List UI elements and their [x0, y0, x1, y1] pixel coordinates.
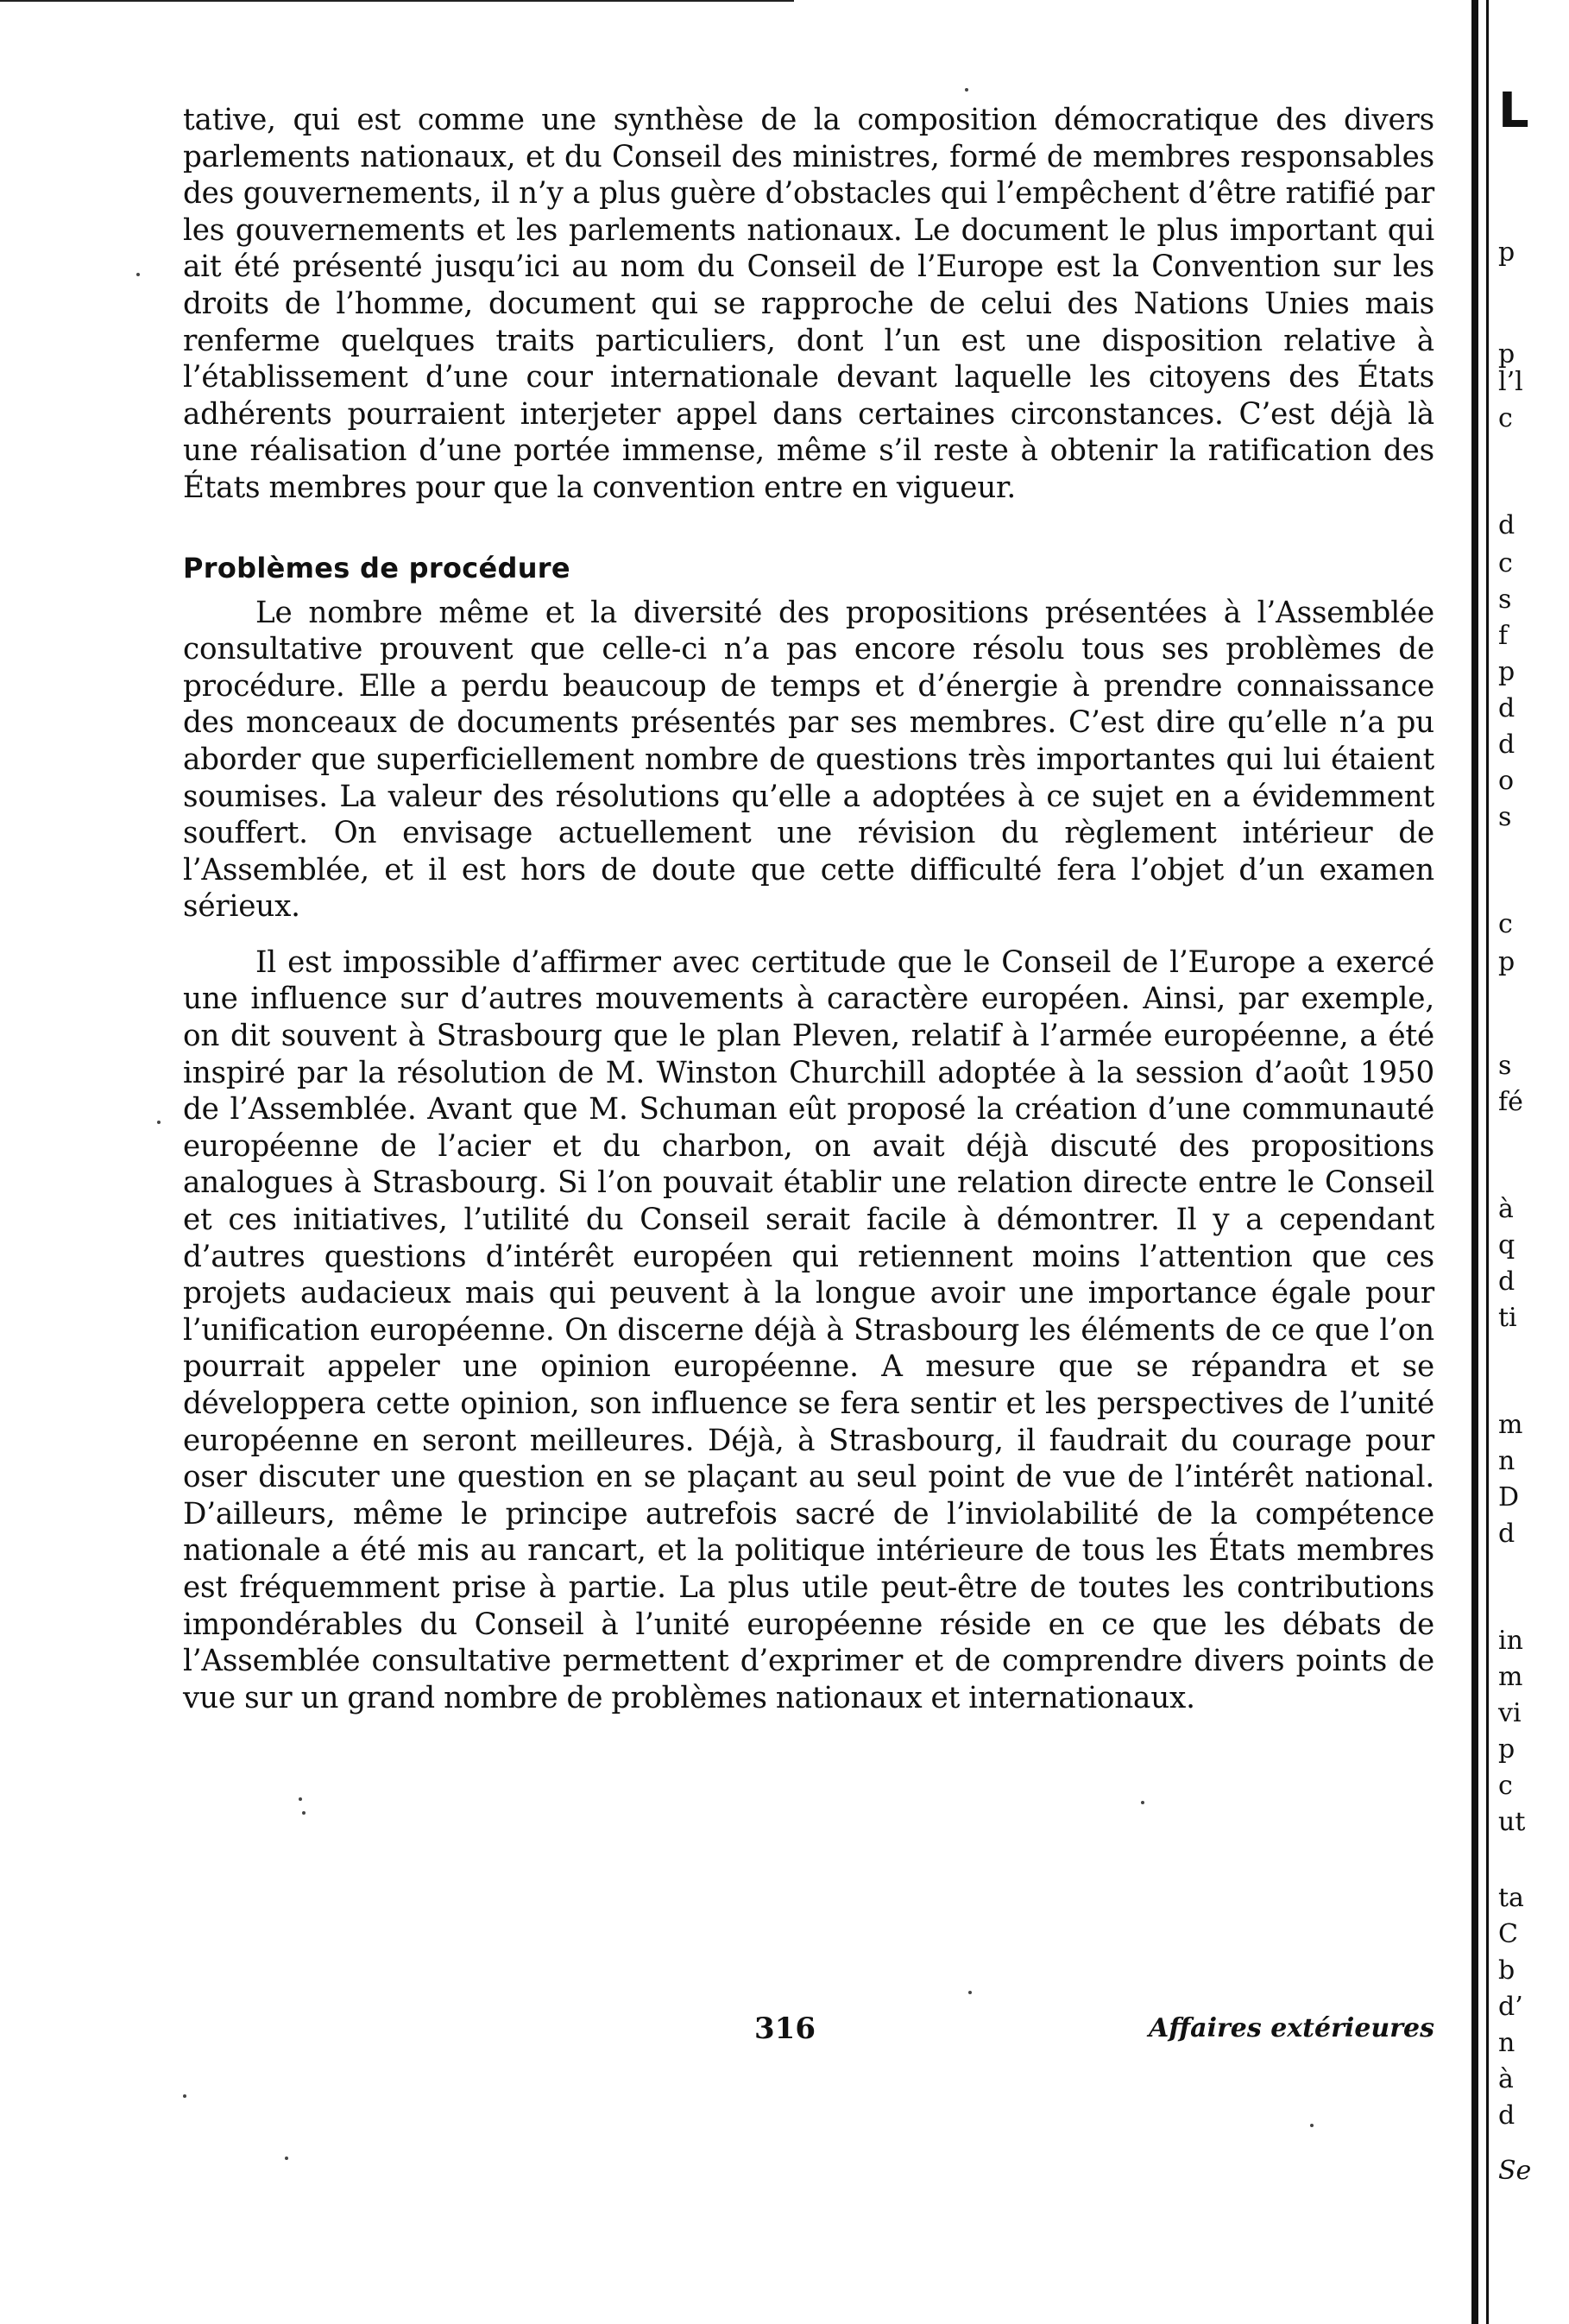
scan-speck	[1310, 2124, 1314, 2127]
scan-speck	[299, 1797, 302, 1801]
adjacent-fragment: à	[1498, 1194, 1514, 1224]
adjacent-fragment: s	[1498, 802, 1512, 832]
adjacent-fragment: à	[1498, 2064, 1514, 2094]
adjacent-fragment: s	[1498, 1051, 1512, 1081]
scan-speck	[136, 273, 140, 276]
paragraph-procedure: Le nombre même et la diversité des propositions présentées à l’Assemblée consultative prouvent que celle-ci n’a pas encore résolu tous ses problèmes de procédure. Elle a perdu beaucoup de temps et d’énergie à prendre connaissance des monceaux de documents présentés par ses membres. C’est dire qu’elle n’a pu aborder que superficiellement nombre de questions très importantes qui lui étaient soumises. La valeur des résolutions qu’elle a adoptées à ce sujet en a évidemment souffert. On envisage actuellement une révision du règlement intérieur de l’Assemblée, et il est hors de doute que cette difficulté fera l’objet d’un examen sérieux.	[183, 595, 1434, 925]
adjacent-fragment: d’	[1498, 1992, 1523, 2022]
adjacent-fragment: f	[1498, 621, 1509, 651]
adjacent-fragment: s	[1498, 584, 1512, 615]
page-footer	[183, 2011, 1434, 2049]
adjacent-fragment: D	[1498, 1482, 1520, 1512]
adjacent-fragment: vi	[1498, 1698, 1522, 1728]
page-body	[183, 102, 1434, 1716]
running-footer: Affaires extérieures	[1149, 2013, 1434, 2043]
section-heading: Problèmes de procédure	[183, 551, 570, 584]
adjacent-fragment: d	[1498, 1266, 1515, 1297]
adjacent-fragment: p	[1498, 657, 1515, 687]
paragraph-continuation: tative, qui est comme une synthèse de la composition démocratique des divers parlements nationaux, et du Conseil des ministres, formé de membres responsables des gouvernements, il n’y a plus guère d’obstacles qui l’empêchent d’être ratifié par les gouvernements et les parlements nationaux. Le document le plus important qui ait été présenté jusqu’ici au nom du Conseil de l’Europe est la Convention sur les droits de l’homme, document qui se rapproche de celui des Nations Unies mais renferme quelques traits particuliers, dont l’un est une disposition relative à l’établissement d’une cour internationale devant laquelle les citoyens des États adhérents pourraient interjeter appel dans certaines circonstances. C’est déjà là une réalisation d’une portée immense, même s’il reste à obtenir la ratification des États membres pour que la convention entre en vigueur.	[183, 103, 1434, 505]
scan-top-edge	[0, 0, 794, 2]
scan-speck	[157, 1121, 161, 1124]
adjacent-fragment: d	[1498, 1519, 1515, 1549]
adjacent-fragment: ta	[1498, 1883, 1524, 1913]
adjacent-fragment: b	[1498, 1955, 1515, 1986]
adjacent-fragment: Se	[1498, 2156, 1532, 2186]
adjacent-fragment: d	[1498, 693, 1515, 723]
adjacent-fragment: d	[1498, 510, 1515, 540]
binding-rule-thick	[1471, 0, 1478, 2324]
adjacent-fragment: d	[1498, 729, 1515, 760]
adjacent-fragment: m	[1498, 1410, 1523, 1440]
adjacent-fragment: d	[1498, 2100, 1515, 2131]
adjacent-fragment: n	[1498, 1446, 1515, 1476]
page-number: 316	[754, 2011, 816, 2046]
adjacent-fragment: ti	[1498, 1303, 1517, 1333]
adjacent-fragment: c	[1498, 1771, 1513, 1801]
adjacent-fragment: ut	[1498, 1807, 1526, 1837]
adjacent-fragment: fé	[1498, 1087, 1523, 1117]
adjacent-fragment: q	[1498, 1230, 1515, 1260]
adjacent-fragment: o	[1498, 766, 1515, 796]
adjacent-fragment: c	[1498, 548, 1513, 578]
scan-speck	[1141, 1801, 1144, 1804]
adjacent-fragment: p	[1498, 237, 1515, 268]
scan-speck	[183, 2094, 186, 2098]
adjacent-fragment: n	[1498, 2028, 1515, 2058]
adjacent-fragment: C	[1498, 1919, 1518, 1949]
binding-rule-thin	[1486, 0, 1489, 2324]
adjacent-fragment: m	[1498, 1662, 1523, 1692]
scan-speck	[302, 1811, 306, 1815]
adjacent-fragment: l’l	[1498, 367, 1523, 397]
adjacent-fragment: c	[1498, 909, 1513, 939]
scan-speck	[285, 2157, 288, 2160]
adjacent-fragment: L	[1498, 83, 1529, 139]
adjacent-fragment: p	[1498, 339, 1515, 369]
scan-speck	[968, 1991, 972, 1994]
adjacent-page-fragment	[1493, 0, 1569, 2324]
adjacent-fragment: c	[1498, 403, 1513, 433]
scan-speck	[965, 88, 968, 92]
adjacent-fragment: p	[1498, 1734, 1515, 1765]
paragraph-influence: Il est impossible d’affirmer avec certitude que le Conseil de l’Europe a exercé une influence sur d’autres mouvements à caractère européen. Ainsi, par exemple, on dit souvent à Strasbourg que le plan Pleven, relatif à l’armée européenne, a été inspiré par la résolution de M. Winston Churchill adoptée à la session d’août 1950 de l’Assemblée. Avant que M. Schuman eût proposé la création d’une communauté européenne de l’acier et du charbon, on avait déjà discuté des propositions analogues à Strasbourg. Si l’on pouvait établir une relation directe entre le Conseil et ces initiatives, l’utilité du Conseil serait facile à démontrer. Il y a cependant d’autres questions d’intérêt européen qui retiennent moins l’attention que ces projets audacieux mais qui peuvent à la longue avoir une importance égale pour l’unification européenne. On discerne déjà à Strasbourg les éléments de ce que l’on pourrait appeler une opinion européenne. A mesure que se répandra et se développera cette opinion, son influence se fera sentir et les perspectives de l’unité européenne en seront meilleures. Déjà, à Strasbourg, il faudrait du courage pour oser discuter une question en se plaçant au seul point de vue de l’intérêt national. D’ailleurs, même le principe autrefois sacré de l’inviolabilité de la compétence nationale a été mis au rancart, et la politique intérieure de tous les États membres est fréquemment prise à partie. La plus utile peut-être de toutes les contributions impondérables du Conseil à l’unité européenne réside en ce que les débats de l’Assemblée consultative permettent d’exprimer et de comprendre divers points de vue sur un grand nombre de problèmes nationaux et internationaux.	[183, 944, 1434, 1715]
adjacent-fragment: p	[1498, 947, 1515, 977]
adjacent-fragment: in	[1498, 1626, 1523, 1656]
